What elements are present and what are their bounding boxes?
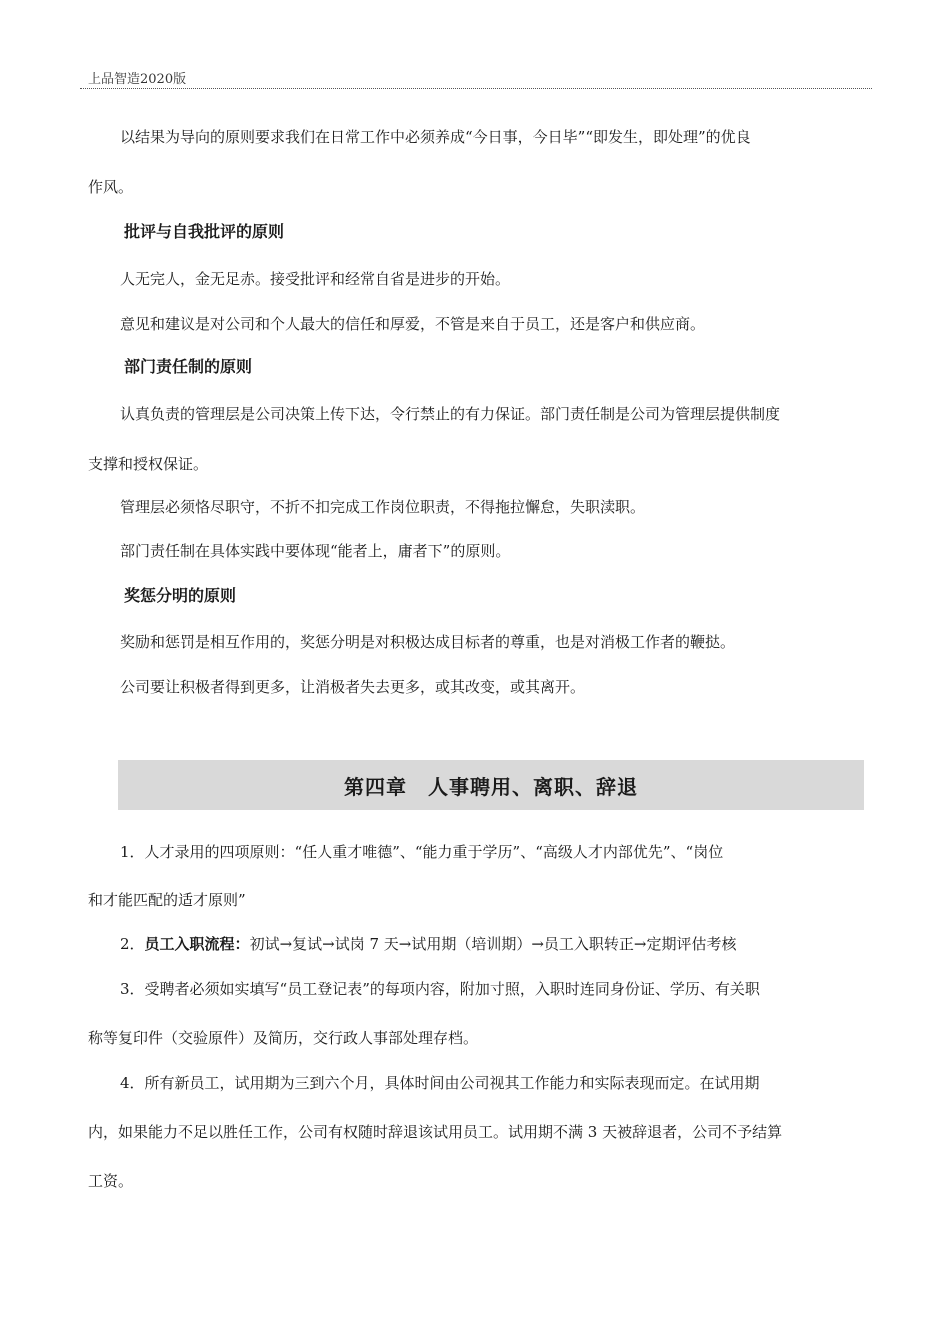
- paragraph: 奖励和惩罚是相互作用的，奖惩分明是对积极达成目标者的尊重，也是对消极工作者的鞭挞。: [120, 633, 736, 651]
- paragraph: 作风。: [88, 178, 134, 196]
- chapter-title: 第四章 人事聘用、离职、辞退: [118, 760, 864, 810]
- paragraph: 公司要让积极者得到更多，让消极者失去更多，或其改变，或其离开。: [120, 678, 586, 696]
- header-divider: [80, 88, 872, 89]
- paragraph: 认真负责的管理层是公司决策上传下达，令行禁止的有力保证。部门责任制是公司为管理层提供制度: [120, 405, 781, 423]
- page-header: 上品智造2020版: [88, 72, 187, 87]
- paragraph: 支撑和授权保证。: [88, 455, 209, 473]
- list-item: 工资。: [88, 1172, 134, 1190]
- section-heading: 批评与自我批评的原则: [124, 222, 285, 241]
- list-item: 4．所有新员工，试用期为三到六个月，具体时间由公司视其工作能力和实际表现而定。在试用期: [120, 1074, 760, 1092]
- paragraph: 以结果为导向的原则要求我们在日常工作中必须养成“今日事，今日毕”“即发生，即处理”的优良: [120, 128, 751, 146]
- paragraph: 人无完人，金无足赤。接受批评和经常自省是进步的开始。: [120, 270, 511, 288]
- item-number: 2．: [120, 935, 145, 953]
- list-item: 和才能匹配的适才原则”: [88, 891, 246, 909]
- list-item: 称等复印件（交验原件）及简历，交行政人事部处理存档。: [88, 1029, 479, 1047]
- section-heading: 部门责任制的原则: [124, 357, 253, 376]
- item-text: 初试→复试→试岗 7 天→试用期（培训期）→员工入职转正→定期评估考核: [249, 935, 737, 953]
- item-bold-lead: 员工入职流程：: [144, 935, 250, 953]
- paragraph: 部门责任制在具体实践中要体现“能者上，庸者下”的原则。: [120, 542, 511, 560]
- list-item: 3．受聘者必须如实填写“员工登记表”的每项内容，附加寸照，入职时连同身份证、学历、有关职: [120, 980, 760, 998]
- section-heading: 奖惩分明的原则: [124, 586, 237, 605]
- paragraph: 管理层必须恪尽职守，不折不扣完成工作岗位职责，不得拖拉懈怠，失职渎职。: [120, 498, 646, 516]
- list-item: 内，如果能力不足以胜任工作，公司有权随时辞退该试用员工。试用期不满 3 天被辞退者，公司不予结算: [88, 1123, 783, 1141]
- list-item: 1．人才录用的四项原则：“任人重才唯德”、“能力重于学历”、“高级人才内部优先”、“岗位: [120, 843, 724, 861]
- list-item: [120, 934, 737, 954]
- paragraph: 意见和建议是对公司和个人最大的信任和厚爱，不管是来自于员工，还是客户和供应商。: [120, 315, 706, 333]
